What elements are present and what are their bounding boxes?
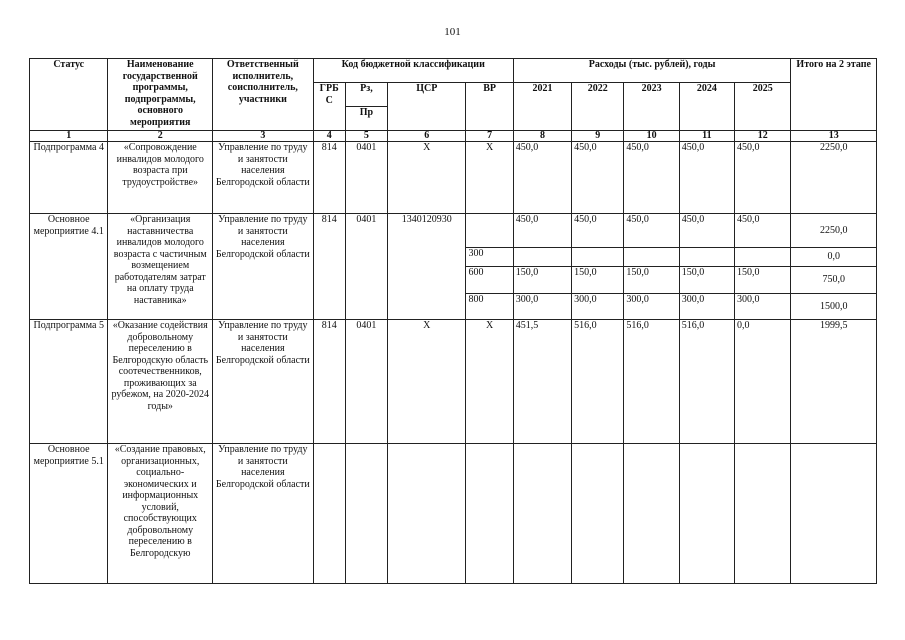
row-2023: 300,0 bbox=[624, 294, 679, 320]
row-2025: 450,0 bbox=[735, 214, 791, 248]
col-number: 1 bbox=[30, 131, 108, 142]
row-2024: 300,0 bbox=[679, 294, 734, 320]
row-2023: 450,0 bbox=[624, 214, 679, 248]
row-grbs: 814 bbox=[313, 320, 345, 444]
row-rzpr: 0401 bbox=[345, 320, 387, 444]
row-vr bbox=[466, 214, 513, 248]
header-vr: ВР bbox=[466, 83, 513, 131]
row-2022: 516,0 bbox=[572, 320, 624, 444]
row-vr: 600 bbox=[466, 267, 513, 294]
row-total: 1999,5 bbox=[791, 320, 877, 444]
row-2025: 0,0 bbox=[735, 320, 791, 444]
row-2023 bbox=[624, 444, 679, 584]
row-2024: 150,0 bbox=[679, 267, 734, 294]
row-2021 bbox=[513, 444, 571, 584]
header-total: Итого на 2 этапе bbox=[791, 59, 877, 131]
row-total: 0,0 bbox=[791, 248, 877, 267]
row-total: 2250,0 bbox=[791, 214, 877, 248]
row-name: «Оказание содействия добровольному переселению в Белгородскую область соотечественников, проживающих за рубежом, на 2020-2024 годы» bbox=[108, 320, 213, 444]
header-name: Наименование государственной программы, подпрограммы, основного мероприятия bbox=[108, 59, 213, 131]
column-number-row bbox=[30, 131, 877, 142]
row-total bbox=[791, 444, 877, 584]
col-number: 13 bbox=[791, 131, 877, 142]
row-name: «Сопровождение инвалидов молодого возраста при трудоустройстве» bbox=[108, 142, 213, 214]
row-2021: 150,0 bbox=[513, 267, 571, 294]
header-rz: Рз, bbox=[345, 83, 387, 107]
col-number: 4 bbox=[313, 131, 345, 142]
header-year-2024: 2024 bbox=[679, 83, 734, 131]
header-year-2022: 2022 bbox=[572, 83, 624, 131]
row-2025: 300,0 bbox=[735, 294, 791, 320]
row-2025: 150,0 bbox=[735, 267, 791, 294]
row-rzpr: 0401 bbox=[345, 214, 387, 320]
row-2024 bbox=[679, 248, 734, 267]
header-year-2023: 2023 bbox=[624, 83, 679, 131]
row-2022: 450,0 bbox=[572, 214, 624, 248]
row-status: Основное мероприятие 5.1 bbox=[30, 444, 108, 584]
row-2021: 300,0 bbox=[513, 294, 571, 320]
header-row-1 bbox=[30, 59, 877, 83]
row-grbs: 814 bbox=[313, 214, 345, 320]
row-rzpr: 0401 bbox=[345, 142, 387, 214]
page-number: 101 bbox=[444, 26, 461, 38]
row-csr: Х bbox=[388, 142, 466, 214]
row-status: Основное мероприятие 4.1 bbox=[30, 214, 108, 320]
row-total: 750,0 bbox=[791, 267, 877, 294]
row-csr: 1340120930 bbox=[388, 214, 466, 320]
row-2022: 150,0 bbox=[572, 267, 624, 294]
header-grbs: ГРБ С bbox=[313, 83, 345, 131]
row-2024: 516,0 bbox=[679, 320, 734, 444]
row-2024: 450,0 bbox=[679, 142, 734, 214]
header-pr: Пр bbox=[345, 107, 387, 131]
row-2021: 451,5 bbox=[513, 320, 571, 444]
row-vr: 800 bbox=[466, 294, 513, 320]
row-2021: 450,0 bbox=[513, 142, 571, 214]
row-status: Подпрограмма 4 bbox=[30, 142, 108, 214]
col-number: 3 bbox=[213, 131, 314, 142]
col-number: 2 bbox=[108, 131, 213, 142]
row-vr bbox=[466, 444, 513, 584]
row-2025: 450,0 bbox=[735, 142, 791, 214]
budget-table bbox=[29, 58, 877, 584]
row-executor: Управление по труду и занятости населения Белгородской области bbox=[213, 320, 314, 444]
col-number: 9 bbox=[572, 131, 624, 142]
col-number: 8 bbox=[513, 131, 571, 142]
table-row bbox=[30, 320, 877, 444]
row-2022: 450,0 bbox=[572, 142, 624, 214]
row-vr: Х bbox=[466, 320, 513, 444]
col-number: 6 bbox=[388, 131, 466, 142]
row-2022 bbox=[572, 444, 624, 584]
row-2024 bbox=[679, 444, 734, 584]
row-2022: 300,0 bbox=[572, 294, 624, 320]
row-vr: Х bbox=[466, 142, 513, 214]
header-expenses: Расходы (тыс. рублей), годы bbox=[513, 59, 791, 83]
table-row bbox=[30, 142, 877, 214]
row-grbs: 814 bbox=[313, 142, 345, 214]
row-2022 bbox=[572, 248, 624, 267]
row-executor: Управление по труду и занятости населения Белгородской области bbox=[213, 444, 314, 584]
header-status: Статус bbox=[30, 59, 108, 131]
row-vr: 300 bbox=[466, 248, 513, 267]
row-name: «Организация наставничества инвалидов молодого возраста с частичным возмещением работодателям затрат на оплату труда наставника» bbox=[108, 214, 213, 320]
col-number: 5 bbox=[345, 131, 387, 142]
header-csr: ЦСР bbox=[388, 83, 466, 131]
row-executor: Управление по труду и занятости населения Белгородской области bbox=[213, 214, 314, 320]
row-2023: 150,0 bbox=[624, 267, 679, 294]
row-2024: 450,0 bbox=[679, 214, 734, 248]
row-2023: 516,0 bbox=[624, 320, 679, 444]
row-executor: Управление по труду и занятости населения Белгородской области bbox=[213, 142, 314, 214]
header-year-2025: 2025 bbox=[735, 83, 791, 131]
row-total: 2250,0 bbox=[791, 142, 877, 214]
col-number: 12 bbox=[735, 131, 791, 142]
row-csr bbox=[388, 444, 466, 584]
row-2023: 450,0 bbox=[624, 142, 679, 214]
table-row bbox=[30, 214, 877, 248]
header-year-2021: 2021 bbox=[513, 83, 571, 131]
col-number: 11 bbox=[679, 131, 734, 142]
row-rzpr bbox=[345, 444, 387, 584]
row-status: Подпрограмма 5 bbox=[30, 320, 108, 444]
table-row bbox=[30, 444, 877, 584]
col-number: 7 bbox=[466, 131, 513, 142]
row-2021 bbox=[513, 248, 571, 267]
row-csr: Х bbox=[388, 320, 466, 444]
row-total: 1500,0 bbox=[791, 294, 877, 320]
row-2021: 450,0 bbox=[513, 214, 571, 248]
row-2025 bbox=[735, 444, 791, 584]
header-executor: Ответственный исполнитель, соисполнитель, участники bbox=[213, 59, 314, 131]
row-2025 bbox=[735, 248, 791, 267]
header-budget-code: Код бюджетной классификации bbox=[313, 59, 513, 83]
col-number: 10 bbox=[624, 131, 679, 142]
row-grbs bbox=[313, 444, 345, 584]
row-2023 bbox=[624, 248, 679, 267]
row-name: «Создание правовых, организационных, социально-экономических и информационных условий, способствующих добровольному переселению в Белгородскую bbox=[108, 444, 213, 584]
